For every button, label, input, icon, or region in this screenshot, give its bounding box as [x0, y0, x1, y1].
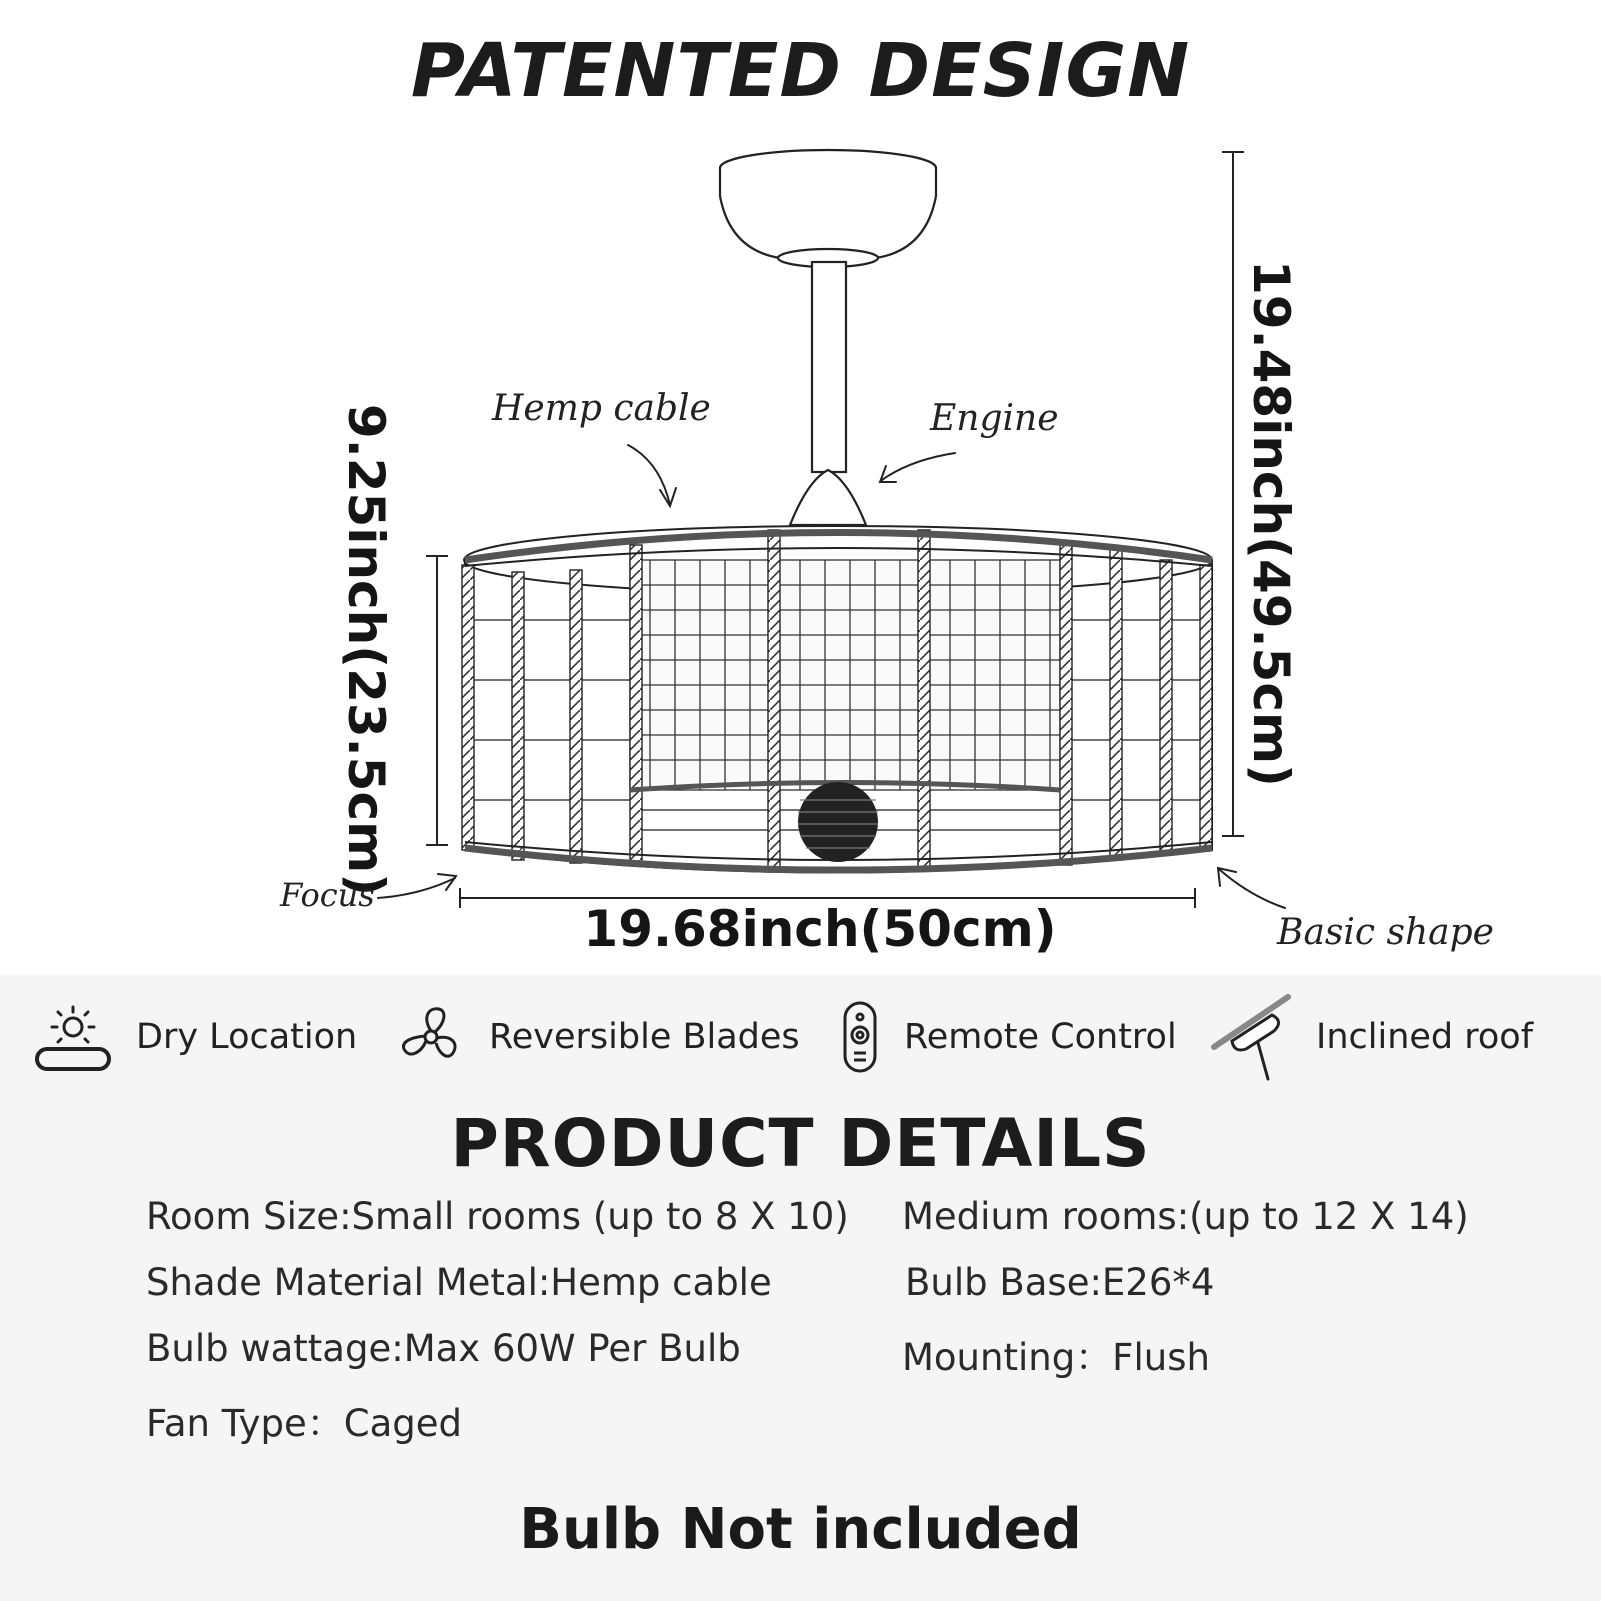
spec-room-size-small: Room Size:Small rooms (up to 8 X 10): [146, 1195, 849, 1238]
feature-reversible-blades: [395, 987, 800, 1087]
feature-inclined-roof: [1210, 987, 1533, 1087]
feature-label: Inclined roof: [1316, 1017, 1534, 1057]
spec-bulb-wattage: Bulb wattage:Max 60W Per Bulb: [146, 1327, 741, 1370]
feature-remote-control: [838, 987, 1177, 1087]
spec-bulb-base: Bulb Base:E26*4: [905, 1261, 1215, 1304]
cage-height-dimension: 9.25inch(23.5cm): [337, 403, 395, 897]
hemp-cable-annotation: Hemp cable: [492, 388, 711, 429]
engine-annotation: Engine: [930, 398, 1059, 439]
feature-label: Reversible Blades: [489, 1017, 800, 1057]
spec-mounting: Mounting：Flush: [902, 1336, 1210, 1379]
spec-fan-type: Fan Type：Caged: [146, 1402, 462, 1445]
remote-control-icon: [838, 997, 882, 1077]
sun-icon: [32, 997, 114, 1077]
spec-room-size-medium: Medium rooms:(up to 12 X 14): [902, 1195, 1469, 1238]
width-dimension: 19.68inch(50cm): [583, 900, 1057, 958]
bulb-not-included-note: Bulb Not included: [519, 1497, 1082, 1562]
inclined-roof-icon: [1210, 991, 1294, 1083]
feature-row: [0, 987, 1601, 1097]
total-height-dimension: 19.48inch(49.5cm): [1242, 260, 1300, 787]
page-title: PATENTED DESIGN: [410, 28, 1191, 114]
fan-blades-icon: [395, 1001, 467, 1073]
product-info-section: [0, 975, 1601, 1601]
feature-label: Dry Location: [136, 1017, 358, 1057]
feature-dry-location: [32, 987, 357, 1087]
product-details-heading: PRODUCT DETAILS: [450, 1105, 1151, 1182]
spec-shade-material: Shade Material Metal:Hemp cable: [146, 1261, 772, 1304]
basic-shape-annotation: Basic shape: [1277, 912, 1494, 953]
feature-label: Remote Control: [904, 1017, 1177, 1057]
focus-annotation: Focus: [280, 876, 375, 914]
